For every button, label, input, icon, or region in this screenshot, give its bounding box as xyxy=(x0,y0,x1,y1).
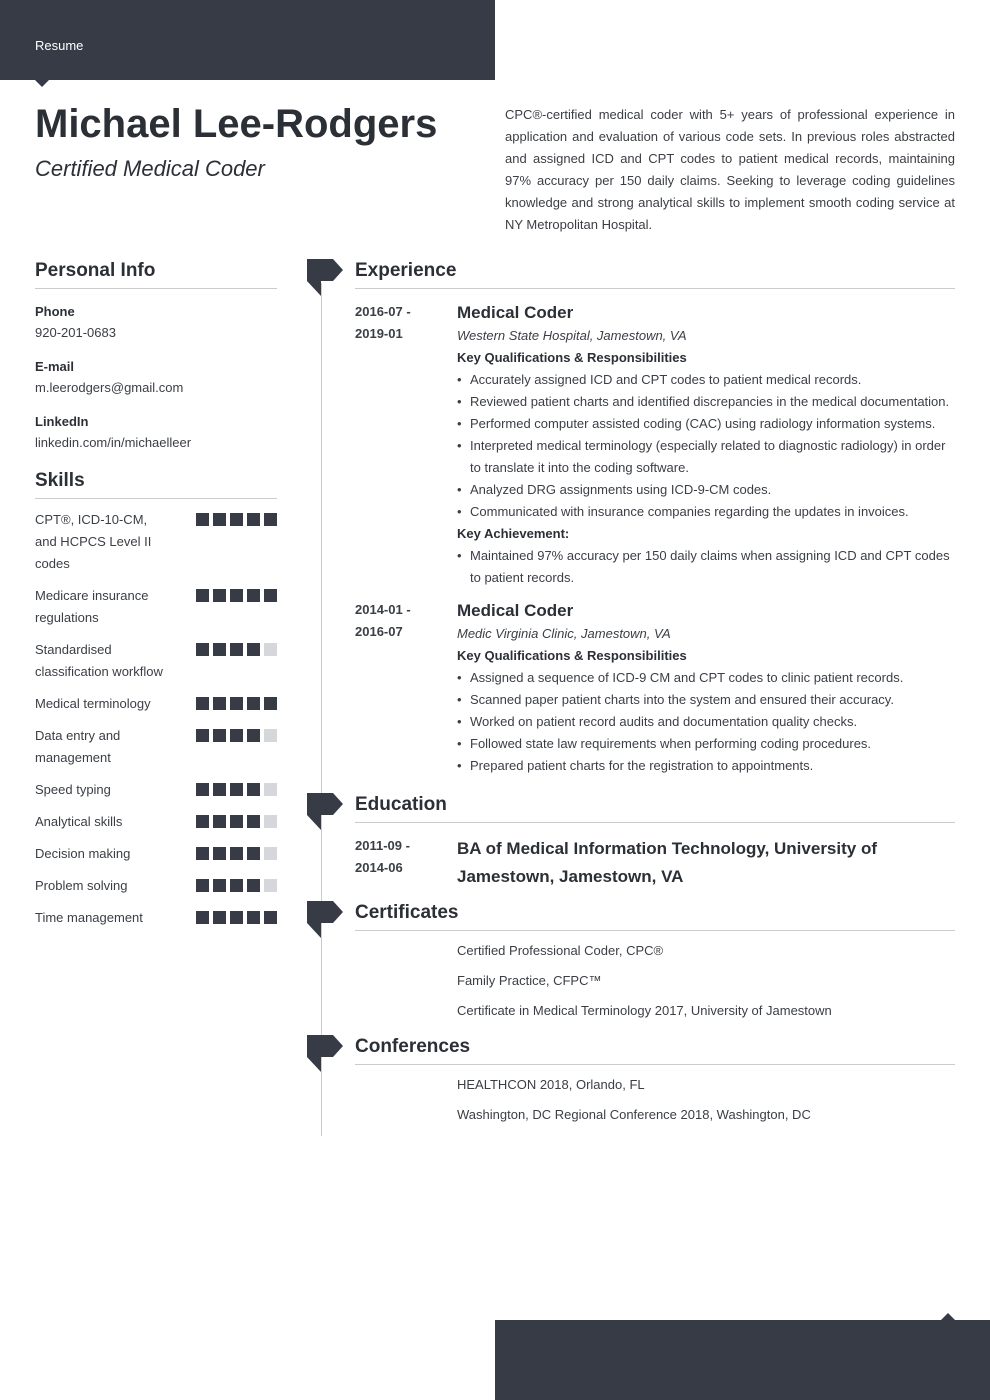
job-role: Medical Coder xyxy=(457,303,574,322)
skill-name: Problem solving xyxy=(35,878,128,893)
skill-level-filled xyxy=(264,697,277,710)
skill-level-filled xyxy=(247,643,260,656)
email-value: m.leerodgers@gmail.com xyxy=(35,380,184,395)
skill-row xyxy=(35,843,277,865)
skill-level-filled xyxy=(196,911,209,924)
skill-name: Medicare insurance regulations xyxy=(35,588,149,625)
list-item: • Reviewed patient charts and identified discrepancies in the medical documentation. xyxy=(457,391,955,413)
skill-level-empty xyxy=(264,729,277,742)
skill-level-filled xyxy=(213,879,226,892)
profile-summary: CPC®-certified medical coder with 5+ years of professional experience in application and evaluation of various code sets. In previous roles abstracted and assigned ICD and CPT codes to patient medical records, maintaining 97% accuracy per 150 daily claims. Seeking to leverage coding guidelines knowledge and strong analytical skills to implement smooth coding service at NY Metropolitan Hospital. xyxy=(505,107,955,232)
skill-name: Decision making xyxy=(35,846,131,861)
skill-level-filled xyxy=(196,783,209,796)
certificates-section xyxy=(355,902,955,1031)
experience-entry xyxy=(355,599,955,777)
skill-level-filled xyxy=(230,697,243,710)
list-item: Washington, DC Regional Conference 2018, Washington, DC xyxy=(457,1107,811,1122)
skill-level-filled xyxy=(230,589,243,602)
skill-level-filled xyxy=(230,729,243,742)
skill-level-filled xyxy=(213,847,226,860)
list-item: Family Practice, CFPC™ xyxy=(457,973,602,988)
conferences-heading: Conferences xyxy=(355,1036,955,1065)
education-section xyxy=(355,794,955,891)
skill-level-meter xyxy=(196,643,277,656)
header-bar xyxy=(0,0,495,80)
list-item: • Maintained 97% accuracy per 150 daily claims when assigning ICD and CPT codes to patient records. xyxy=(457,545,955,589)
list-item: • Prepared patient charts for the registration to appointments. xyxy=(457,755,955,777)
skill-level-empty xyxy=(264,643,277,656)
skill-level-meter xyxy=(196,783,277,796)
date-start: 2011-09 - xyxy=(355,838,410,853)
phone-value: 920-201-0683 xyxy=(35,325,116,340)
skill-level-filled xyxy=(247,783,260,796)
skill-level-filled xyxy=(213,697,226,710)
skill-level-filled xyxy=(213,513,226,526)
skill-level-filled xyxy=(196,879,209,892)
skill-level-filled xyxy=(230,815,243,828)
skill-level-filled xyxy=(213,729,226,742)
skill-name: Standardised classification workflow xyxy=(35,642,163,679)
skill-level-meter xyxy=(196,729,277,742)
skill-level-filled xyxy=(230,911,243,924)
entry-date xyxy=(355,835,457,891)
phone-label: Phone xyxy=(35,304,75,319)
list-item: Certified Professional Coder, CPC® xyxy=(457,943,664,958)
skill-level-meter xyxy=(196,879,277,892)
skill-row xyxy=(35,639,277,683)
skill-name: CPT®, ICD-10-CM, and HCPCS Level II codes xyxy=(35,512,152,571)
responsibilities-list xyxy=(457,369,955,523)
linkedin-value: linkedin.com/in/michaelleer xyxy=(35,435,192,450)
entry-body xyxy=(457,835,955,891)
skill-level-filled xyxy=(247,729,260,742)
skill-level-empty xyxy=(264,847,277,860)
skill-level-filled xyxy=(230,783,243,796)
list-item: • Interpreted medical terminology (especially related to diagnostic radiology) in order to translate it into the coding software. xyxy=(457,435,955,479)
list-item: • Scanned paper patient charts into the system and ensured their accuracy. xyxy=(457,689,955,711)
entry-body xyxy=(457,301,955,589)
list-item: • Accurately assigned ICD and CPT codes to patient medical records. xyxy=(457,369,955,391)
footer-bar xyxy=(495,1320,990,1400)
skill-level-filled xyxy=(264,513,277,526)
responsibilities-list xyxy=(457,667,955,777)
skills-list xyxy=(35,509,277,929)
skill-level-meter xyxy=(196,513,277,526)
skill-level-filled xyxy=(247,911,260,924)
education-entry xyxy=(355,835,955,891)
skill-level-filled xyxy=(230,879,243,892)
skill-row xyxy=(35,693,277,715)
skill-level-filled xyxy=(196,729,209,742)
certificates-heading: Certificates xyxy=(355,902,955,931)
experience-heading: Experience xyxy=(355,260,955,289)
skills-heading: Skills xyxy=(35,470,277,499)
skill-level-filled xyxy=(247,879,260,892)
skill-level-filled xyxy=(196,513,209,526)
skill-level-filled xyxy=(196,643,209,656)
skill-level-meter xyxy=(196,911,277,924)
skill-level-filled xyxy=(196,815,209,828)
section-flag-icon xyxy=(307,901,343,939)
entry-body xyxy=(457,599,955,777)
skill-name: Analytical skills xyxy=(35,814,123,829)
date-end: 2019-01 xyxy=(355,326,403,341)
responsibilities-heading: Key Qualifications & Responsibilities xyxy=(457,350,687,365)
skill-level-filled xyxy=(247,847,260,860)
achievement-heading: Key Achievement: xyxy=(457,526,570,541)
date-start: 2014-01 - xyxy=(355,602,411,617)
conferences-section xyxy=(355,1036,955,1135)
skill-row xyxy=(35,585,277,629)
list-item: Certificate in Medical Terminology 2017, University of Jamestown xyxy=(457,1003,832,1018)
job-organization: Western State Hospital, Jamestown, VA xyxy=(457,328,687,343)
experience-section xyxy=(355,260,955,777)
skill-level-meter xyxy=(196,697,277,710)
section-flag-icon xyxy=(307,1035,343,1073)
skill-name: Medical terminology xyxy=(35,696,151,711)
date-end: 2014-06 xyxy=(355,860,403,875)
education-heading: Education xyxy=(355,794,955,823)
skill-level-filled xyxy=(230,513,243,526)
skill-name: Time management xyxy=(35,910,143,925)
skill-row xyxy=(35,509,277,575)
experience-entry xyxy=(355,301,955,589)
achievements-list xyxy=(457,545,955,589)
left-column xyxy=(35,260,277,929)
skill-row xyxy=(35,811,277,833)
skill-level-filled xyxy=(213,911,226,924)
degree: BA of Medical Information Technology, University of Jamestown, Jamestown, VA xyxy=(457,839,877,886)
skill-row xyxy=(35,779,277,801)
conferences-list xyxy=(457,1075,955,1125)
skill-row xyxy=(35,725,277,769)
skill-level-filled xyxy=(230,643,243,656)
candidate-name: Michael Lee-Rodgers xyxy=(35,102,438,146)
entry-date xyxy=(355,599,457,777)
timeline-line xyxy=(321,283,322,1136)
list-item: • Assigned a sequence of ICD-9 CM and CPT codes to clinic patient records. xyxy=(457,667,955,689)
skill-level-filled xyxy=(247,697,260,710)
skill-level-meter xyxy=(196,847,277,860)
job-role: Medical Coder xyxy=(457,601,574,620)
skill-level-empty xyxy=(264,815,277,828)
footer-notch xyxy=(941,1313,955,1320)
skill-level-filled xyxy=(196,847,209,860)
job-organization: Medic Virginia Clinic, Jamestown, VA xyxy=(457,626,671,641)
list-item: • Communicated with insurance companies regarding the updates in invoices. xyxy=(457,501,955,523)
certificates-list xyxy=(457,941,955,1021)
skill-level-filled xyxy=(264,589,277,602)
date-start: 2016-07 - xyxy=(355,304,411,319)
section-flag-icon xyxy=(307,793,343,831)
skill-level-filled xyxy=(213,589,226,602)
list-item: • Worked on patient record audits and documentation quality checks. xyxy=(457,711,955,733)
list-item: • Analyzed DRG assignments using ICD-9-CM codes. xyxy=(457,479,955,501)
list-item: • Performed computer assisted coding (CAC) using radiology information systems. xyxy=(457,413,955,435)
candidate-title: Certified Medical Coder xyxy=(35,156,265,181)
skill-level-filled xyxy=(213,815,226,828)
skill-level-meter xyxy=(196,815,277,828)
skill-level-filled xyxy=(213,783,226,796)
skill-name: Speed typing xyxy=(35,782,111,797)
skill-level-filled xyxy=(247,513,260,526)
skill-level-empty xyxy=(264,783,277,796)
skill-level-meter xyxy=(196,589,277,602)
list-item: • Followed state law requirements when performing coding procedures. xyxy=(457,733,955,755)
date-end: 2016-07 xyxy=(355,624,403,639)
resume-label: Resume xyxy=(35,38,84,53)
skill-level-filled xyxy=(213,643,226,656)
skill-row xyxy=(35,907,277,929)
skill-level-filled xyxy=(264,911,277,924)
linkedin-label: LinkedIn xyxy=(35,414,89,429)
list-item: HEALTHCON 2018, Orlando, FL xyxy=(457,1077,645,1092)
responsibilities-heading: Key Qualifications & Responsibilities xyxy=(457,648,687,663)
skill-name: Data entry and management xyxy=(35,728,121,765)
skill-level-filled xyxy=(196,697,209,710)
personal-info-heading: Personal Info xyxy=(35,260,277,289)
skill-row xyxy=(35,875,277,897)
skill-level-filled xyxy=(196,589,209,602)
section-flag-icon xyxy=(307,259,343,297)
skill-level-filled xyxy=(230,847,243,860)
entry-date xyxy=(355,301,457,589)
skill-level-filled xyxy=(247,815,260,828)
skill-level-empty xyxy=(264,879,277,892)
email-label: E-mail xyxy=(35,359,75,374)
skill-level-filled xyxy=(247,589,260,602)
header-notch xyxy=(35,80,49,87)
